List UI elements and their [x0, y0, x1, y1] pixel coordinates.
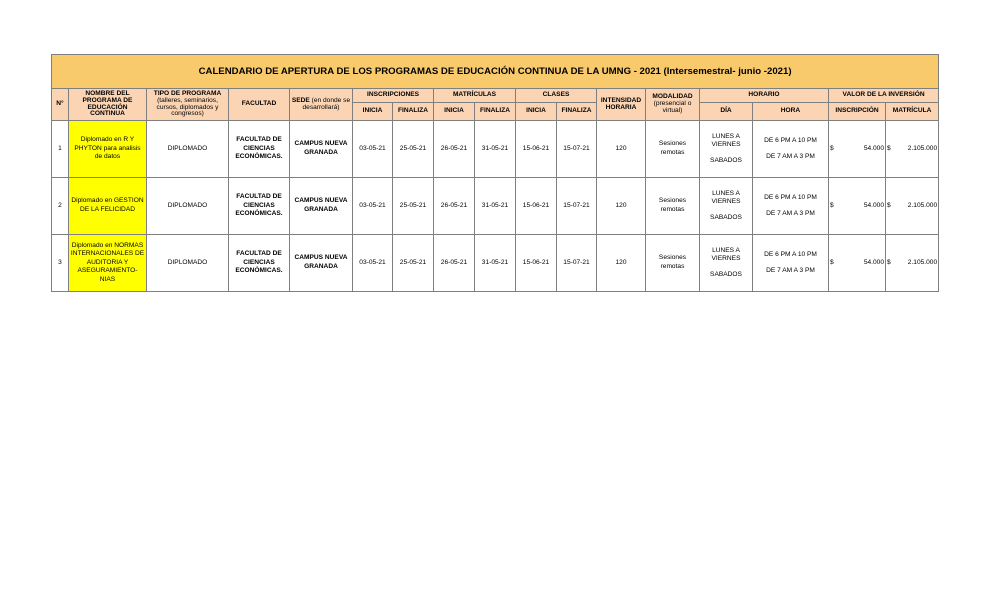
header-clases-inicia: INICIA [516, 103, 557, 121]
program-type: DIPLOMADO [147, 178, 229, 235]
modality: Sesiones remotas [646, 178, 700, 235]
tuition-value: $ 2.105.000 [886, 121, 939, 178]
insc-start: 03-05-21 [353, 121, 393, 178]
insc-end: 25-05-21 [393, 235, 434, 292]
header-matriculas: MATRÍCULAS [434, 89, 516, 103]
insc-start: 03-05-21 [353, 235, 393, 292]
row-num: 2 [52, 178, 69, 235]
mat-end: 31-05-21 [475, 235, 516, 292]
modality: Sesiones remotas [646, 121, 700, 178]
table-title: CALENDARIO DE APERTURA DE LOS PROGRAMAS DE EDUCACIÓN CONTINUA DE LA UMNG - 2021 (Intersemestral- junio -2021) [52, 55, 939, 89]
campus: CAMPUS NUEVA GRANADA [290, 178, 353, 235]
campus: CAMPUS NUEVA GRANADA [290, 235, 353, 292]
header-dia: DÍA [700, 103, 753, 121]
class-end: 15-07-21 [557, 235, 597, 292]
insc-end: 25-05-21 [393, 121, 434, 178]
row-num: 3 [52, 235, 69, 292]
header-insc-inicia: INICIA [353, 103, 393, 121]
header-clases-finaliza: FINALIZA [557, 103, 597, 121]
tuition-value: $ 2.105.000 [886, 178, 939, 235]
inscription-value: $ 54.000 [829, 121, 886, 178]
schedule-days: LUNES A VIERNES SABADOS [700, 121, 753, 178]
schedule-days: LUNES A VIERNES SABADOS [700, 178, 753, 235]
header-sede: SEDE (en donde se desarrollará) [290, 89, 353, 121]
mat-start: 26-05-21 [434, 121, 475, 178]
faculty: FACULTAD DE CIENCIAS ECONÓMICAS. [229, 178, 290, 235]
mat-start: 26-05-21 [434, 178, 475, 235]
header-tipo: TIPO DE PROGRAMA (talleres, seminarios, cursos, diplomados y congresos) [147, 89, 229, 121]
insc-start: 03-05-21 [353, 178, 393, 235]
hours: 120 [597, 121, 646, 178]
inscription-value: $ 54.000 [829, 178, 886, 235]
table-row [52, 235, 939, 292]
program-type: DIPLOMADO [147, 235, 229, 292]
class-start: 15-06-21 [516, 235, 557, 292]
schedule-days: LUNES A VIERNES SABADOS [700, 235, 753, 292]
inscription-value: $ 54.000 [829, 235, 886, 292]
header-hora: HORA [753, 103, 829, 121]
insc-end: 25-05-21 [393, 178, 434, 235]
hours: 120 [597, 235, 646, 292]
header-horario: HORARIO [700, 89, 829, 103]
header-modalidad: MODALIDAD (presencial o virtual) [646, 89, 700, 121]
campus: CAMPUS NUEVA GRANADA [290, 121, 353, 178]
schedule-hours: DE 6 PM A 10 PM DE 7 AM A 3 PM [753, 235, 829, 292]
class-end: 15-07-21 [557, 121, 597, 178]
header-num: N° [52, 89, 69, 121]
calendar-table [51, 54, 939, 292]
hours: 120 [597, 178, 646, 235]
header-clases: CLASES [516, 89, 597, 103]
header-facultad: FACULTAD [229, 89, 290, 121]
program-type: DIPLOMADO [147, 121, 229, 178]
class-end: 15-07-21 [557, 178, 597, 235]
header-intensidad: INTENSIDAD HORARIA [597, 89, 646, 121]
class-start: 15-06-21 [516, 178, 557, 235]
tuition-value: $ 2.105.000 [886, 235, 939, 292]
header-mat-finaliza: FINALIZA [475, 103, 516, 121]
modality: Sesiones remotas [646, 235, 700, 292]
mat-end: 31-05-21 [475, 121, 516, 178]
program-name: Diplomado en R Y PHYTON para analisis de datos [69, 121, 147, 178]
class-start: 15-06-21 [516, 121, 557, 178]
table-row [52, 121, 939, 178]
header-nombre: NOMBRE DEL PROGRAMA DE EDUCACIÓN CONTINUA [69, 89, 147, 121]
program-name: Diplomado en NORMAS INTERNACIONALES DE AUDITORIA Y ASEGURAMIENTO-NIAS [69, 235, 147, 292]
header-matricula: MATRÍCULA [886, 103, 939, 121]
schedule-hours: DE 6 PM A 10 PM DE 7 AM A 3 PM [753, 178, 829, 235]
table-row [52, 178, 939, 235]
row-num: 1 [52, 121, 69, 178]
mat-end: 31-05-21 [475, 178, 516, 235]
header-inscripciones: INSCRIPCIONES [353, 89, 434, 103]
header-inscripcion: INSCRIPCIÓN [829, 103, 886, 121]
faculty: FACULTAD DE CIENCIAS ECONÓMICAS. [229, 235, 290, 292]
header-valor: VALOR DE LA INVERSIÓN [829, 89, 939, 103]
mat-start: 26-05-21 [434, 235, 475, 292]
program-name: Diplomado en GESTION DE LA FELICIDAD [69, 178, 147, 235]
schedule-hours: DE 6 PM A 10 PM DE 7 AM A 3 PM [753, 121, 829, 178]
header-mat-inicia: INICIA [434, 103, 475, 121]
faculty: FACULTAD DE CIENCIAS ECONÓMICAS. [229, 121, 290, 178]
header-insc-finaliza: FINALIZA [393, 103, 434, 121]
